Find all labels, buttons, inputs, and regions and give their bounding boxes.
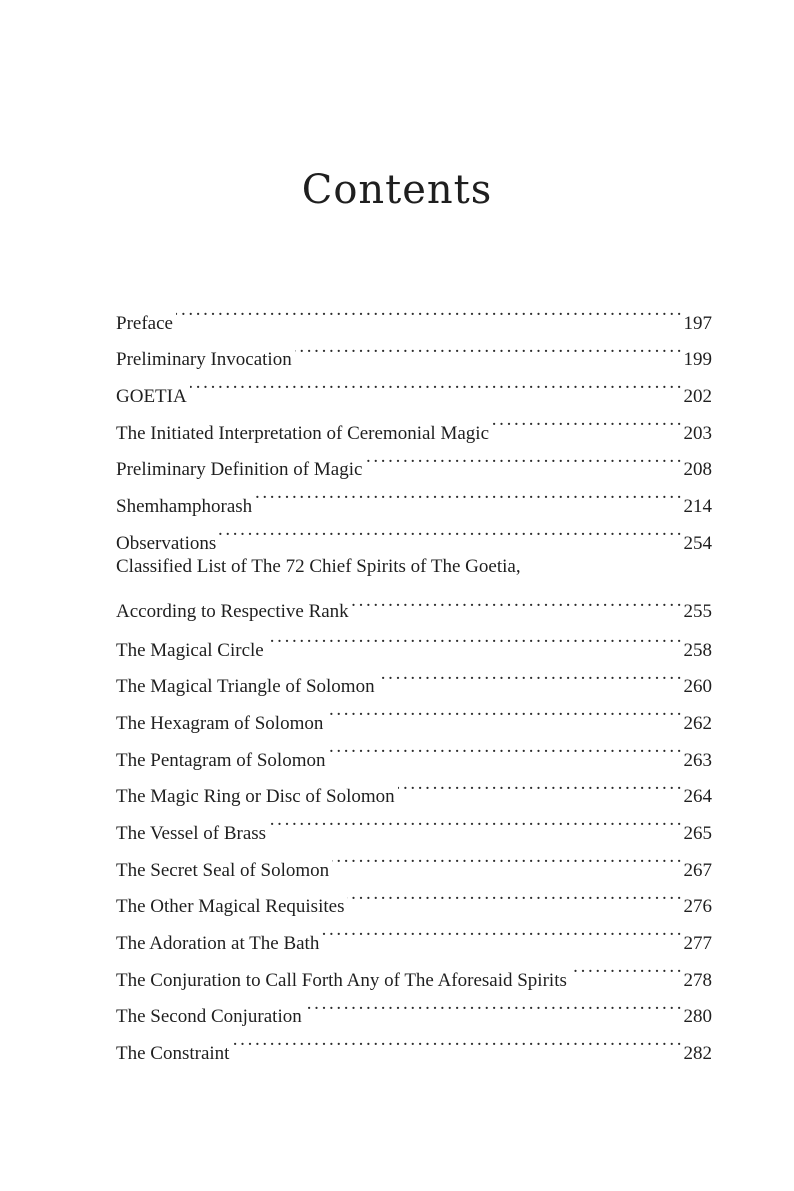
toc-entry-page: 277 <box>683 933 712 955</box>
dot-leader <box>190 365 681 402</box>
dot-leader <box>322 912 680 949</box>
toc-entry-title: The Constraint <box>116 1043 230 1065</box>
toc-entry-constraint[interactable] <box>116 1022 712 1065</box>
toc-entry-title: The Secret Seal of Solomon <box>116 859 330 881</box>
dot-leader <box>232 1022 680 1059</box>
toc-entry-page: 263 <box>683 749 712 771</box>
toc-entry-title: Observations <box>116 532 217 554</box>
toc-entry-page: 254 <box>683 532 712 554</box>
toc-entry-page: 265 <box>683 822 712 844</box>
dot-leader <box>295 329 681 366</box>
toc-entry-title: The Magical Circle <box>116 639 264 661</box>
toc-entry-title: The Conjuration to Call Forth Any of The Aforesaid Spirits <box>116 969 567 991</box>
toc-entry-page: 202 <box>683 386 712 408</box>
toc-entry-page: 276 <box>683 896 712 918</box>
toc-entry-page: 262 <box>683 712 712 734</box>
dot-leader <box>492 402 681 439</box>
toc-entry-preliminary-definition[interactable] <box>116 439 712 481</box>
dot-leader <box>329 729 681 766</box>
toc-entry-magical-circle[interactable] <box>116 619 712 661</box>
toc-entry-shemhamphorash[interactable] <box>116 475 712 518</box>
dot-leader <box>365 439 680 476</box>
toc-entry-pentagram[interactable] <box>116 729 712 771</box>
toc-entry-page: 203 <box>683 422 712 444</box>
toc-entry-page: 214 <box>683 496 712 518</box>
toc-entry-goetia[interactable] <box>116 365 712 408</box>
table-of-contents <box>116 292 712 1065</box>
dot-leader <box>219 512 680 549</box>
toc-entry-page: 280 <box>683 1006 712 1028</box>
toc-entry-page: 255 <box>683 600 712 622</box>
toc-entry-title: The Vessel of Brass <box>116 822 267 844</box>
toc-entry-initiated-interpretation[interactable] <box>116 402 712 444</box>
toc-entry-title: Preface <box>116 312 173 334</box>
toc-entry-preliminary-invocation[interactable] <box>116 329 712 371</box>
toc-entry-page: 260 <box>683 676 712 698</box>
toc-entry-secret-seal[interactable] <box>116 839 712 881</box>
toc-entry-title: The Pentagram of Solomon <box>116 749 326 771</box>
dot-leader <box>267 619 681 656</box>
toc-entry-page: 278 <box>683 969 712 991</box>
dot-leader <box>570 949 681 986</box>
toc-entry-title: The Magic Ring or Disc of Solomon <box>116 786 395 808</box>
toc-entry-title: Shemhamphorash <box>116 496 253 518</box>
toc-entry-title: The Hexagram of Solomon <box>116 712 324 734</box>
toc-entry-title: Preliminary Definition of Magic <box>116 459 363 481</box>
toc-entry-magic-ring[interactable] <box>116 766 712 808</box>
toc-entry-title: The Second Conjuration <box>116 1006 302 1028</box>
toc-entry-page: 199 <box>683 349 712 371</box>
toc-entry-page: 258 <box>683 639 712 661</box>
toc-entry-conjuration[interactable] <box>116 949 712 991</box>
dot-leader <box>305 986 681 1023</box>
toc-entry-hexagram[interactable] <box>116 692 712 734</box>
dot-leader <box>332 839 680 876</box>
dot-leader <box>347 876 680 913</box>
toc-entry-second-conjuration[interactable] <box>116 986 712 1028</box>
toc-entry-preface[interactable] <box>116 292 712 334</box>
dot-leader <box>255 475 680 512</box>
toc-entry-title: The Magical Triangle of Solomon <box>116 676 375 698</box>
toc-entry-title: Preliminary Invocation <box>116 349 292 371</box>
page-title: Contents <box>301 167 493 213</box>
dot-leader <box>176 292 681 329</box>
toc-entry-title: The Initiated Interpretation of Ceremonial Magic <box>116 422 489 444</box>
toc-entry-page: 208 <box>683 459 712 481</box>
toc-entry-title: The Other Magical Requisites <box>116 896 345 918</box>
toc-entry-vessel-of-brass[interactable] <box>116 802 712 844</box>
dot-leader <box>398 766 681 803</box>
dot-leader <box>378 656 681 693</box>
toc-entry-magical-triangle[interactable] <box>116 656 712 698</box>
toc-entry-title: GOETIA <box>116 386 187 408</box>
dot-leader <box>269 802 680 839</box>
dot-leader <box>326 692 680 729</box>
toc-entry-page: 267 <box>683 859 712 881</box>
dot-leader <box>352 585 681 617</box>
toc-entry-title: According to Respective Rank <box>116 600 349 622</box>
toc-entry-title: The Adoration at The Bath <box>116 933 320 955</box>
toc-entry-page: 282 <box>683 1043 712 1065</box>
toc-entry-classified-list[interactable] <box>116 549 712 622</box>
toc-entry-title-line1: Classified List of The 72 Chief Spirits of The Goetia, <box>116 555 521 577</box>
toc-entry-adoration-at-bath[interactable] <box>116 912 712 955</box>
toc-entry-page: 197 <box>683 312 712 334</box>
toc-entry-observations[interactable] <box>116 512 712 554</box>
toc-entry-page: 264 <box>683 786 712 808</box>
toc-entry-other-requisites[interactable] <box>116 876 712 918</box>
